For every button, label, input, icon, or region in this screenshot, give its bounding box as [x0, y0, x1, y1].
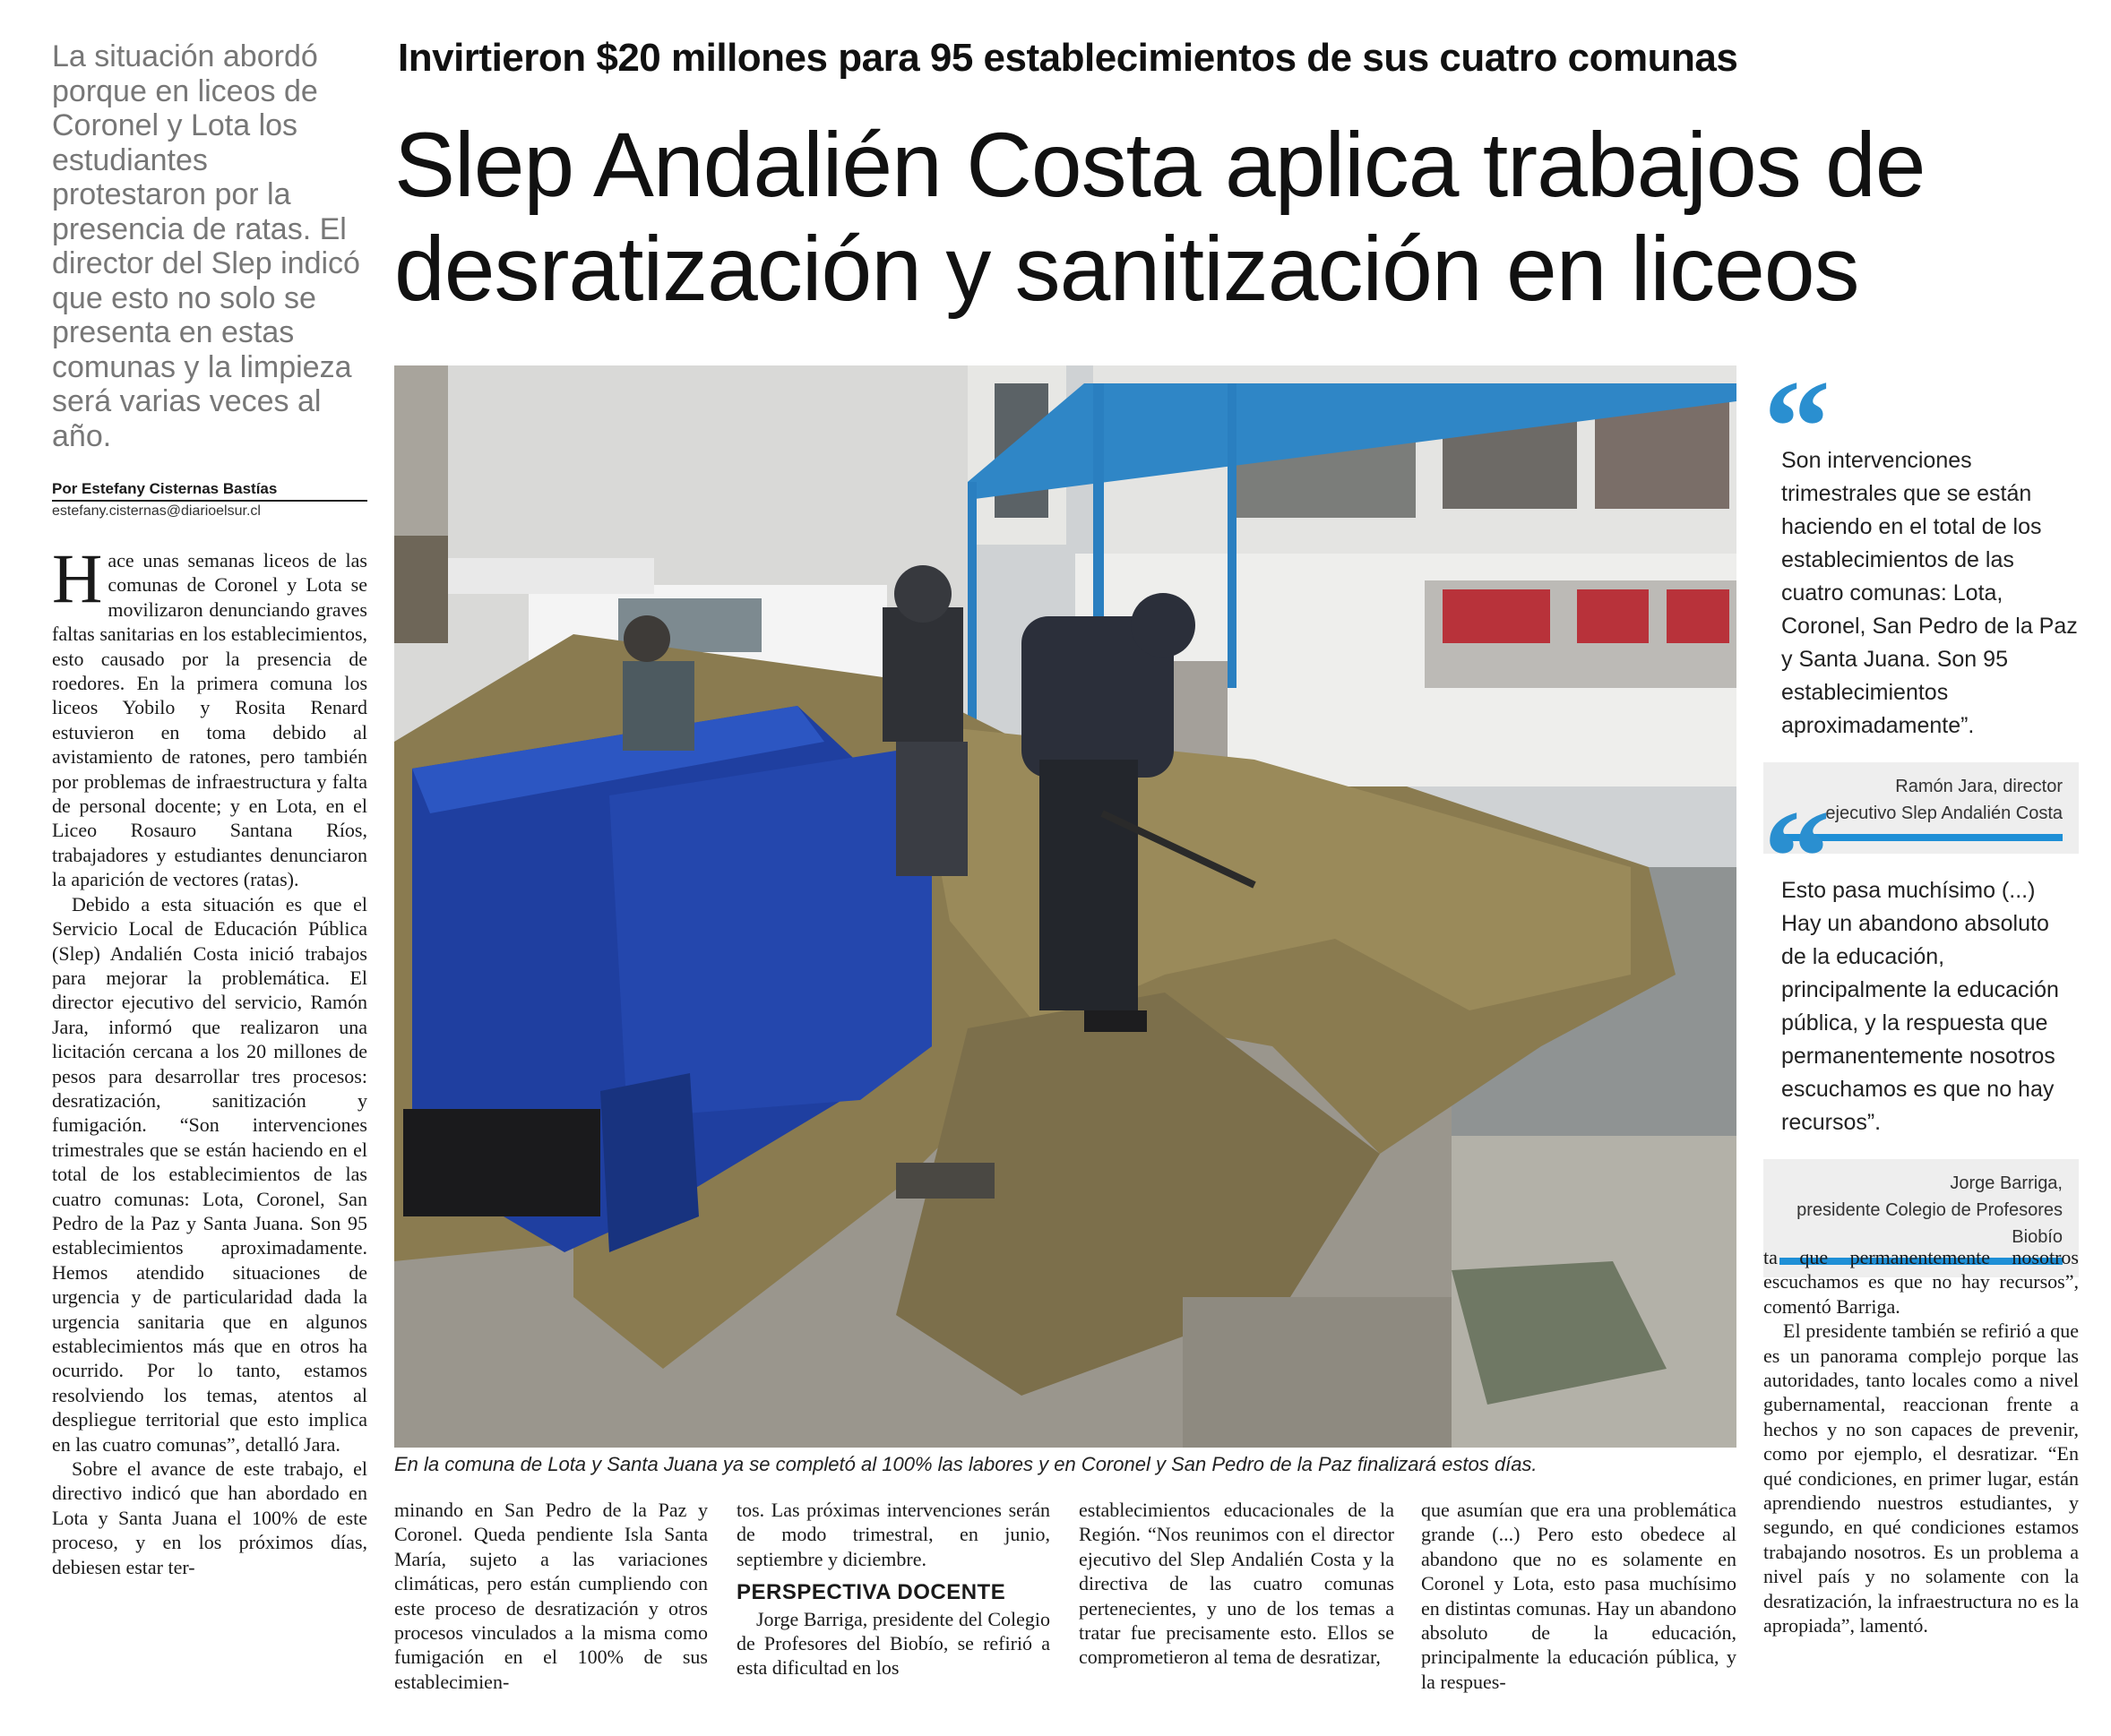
quote-mark-icon: “ [1763, 783, 1831, 932]
paragraph: Debido a esta situación es que el Servicio Local de Educación Pública (Slep) Andalién Costa inició trabajos para mejorar la problemática. El director ejecutivo del servicio, Ramón Jara, informó que realizaron una licitación cercana a los 20 millones de pesos para desarrollar tres procesos: desratización, sanitización y fumigación. “Son intervenciones trimestrales que se están haciendo en el total de los establecimientos de las cuatro comunas: Lota, Coronel, San Pedro de la Paz y Santa Juana. Son 95 establecimientos aproximadamente. Hemos atendido situaciones de urgencia y de particularidad dada la urgencia sanitaria que en algunos establecimientos más que en otros ha ocurrido. Por lo tanto, estamos resolviendo los temas, atentos al despliegue territorial que esto implica en las cuatro comunas”, detalló Jara. [52, 892, 367, 1456]
headline: Slep Andalién Costa aplica trabajos de desratización y sanitización en liceos [394, 114, 1926, 320]
paragraph: tos. Las próximas intervenciones serán de modo trimestral, en junio, septiembre y diciembre. [737, 1499, 1050, 1570]
photo-caption: En la comuna de Lota y Santa Juana ya se completó al 100% las labores y en Coronel y San Pedro de la Paz finalizará estos días. [394, 1453, 1538, 1475]
paragraph: Jorge Barriga, presidente del Colegio de Profesores del Biobío, se refirió a esta dificultad en los [737, 1607, 1050, 1680]
article-column-2 [394, 1498, 708, 1694]
byline: Por Estefany Cisternas Bastías [52, 480, 367, 502]
article-photo [394, 365, 1736, 1448]
article-column-1 [52, 539, 367, 1579]
kicker: Invirtieron $20 millones para 95 establecimientos de sus cuatro comunas [398, 36, 1738, 80]
drop-cap: H [52, 539, 103, 617]
paragraph-text: ace unas semanas liceos de las comunas de Coronel y Lota se movilizaron denunciando graves faltas sanitarias en los establecimientos, esto causado por la presencia de roedores. En la primera comuna los liceos Yobilo y Rosita Renard estuvieron en toma debido al avistamiento de ratones, pero también por problemas de infraestructura y falta de personal docente; y en Lota, en el Liceo Rosauro Santana Ríos, trabajadores y estudiantes denunciaron la aparición de vectores (ratas). [52, 549, 367, 891]
attribution-name: Ramón Jara, director [1895, 777, 2063, 796]
article-column-3 [737, 1498, 1050, 1680]
author-email[interactable]: estefany.cisternas@diarioelsur.cl [52, 503, 261, 519]
article-column-5 [1421, 1498, 1736, 1694]
paragraph: establecimientos educacionales de la Región. “Nos reunimos con el director ejecutivo del Slep Andalién Costa y la directiva de las cuatro comunas pertenecientes, y uno de los temas a tratar fue precisamente esto. Ellos se comprometieron al tema de desratizar, [1079, 1499, 1394, 1669]
photo-illustration [394, 365, 1736, 1448]
attribution-role: ejecutivo Slep Andalién Costa [1825, 804, 2063, 823]
attribution-role: presidente Colegio de Profesores Biobío [1797, 1200, 2063, 1247]
paragraph: El presidente también se refirió a que es un panorama complejo porque las autoridades, tanto locales como a nivel gubernamental, reaccionan frente a hechos y no son capaces de prevenir, como por ejemplo, el desratizar. “En qué condiciones, en primer lugar, están aprendiendo nuestros estudiantes, y segundo, en qué condiciones estamos trabajando nosotros. Es un problema a nivel país y no solamente con la desratización, la infraestructura no es la apropiada”, lamentó. [1763, 1319, 2079, 1637]
article-column-4 [1079, 1498, 1394, 1670]
quote-mark-icon: “ [1763, 353, 1831, 502]
article-column-6 [1763, 1245, 2079, 1638]
quote-text: Esto pasa muchísimo (...) Hay un abandono absoluto de la educación, principalmente la educación pública, y la respuesta que permanentemente nosotros escuchamos es que no hay recursos”. [1781, 878, 2059, 1135]
paragraph: minando en San Pedro de la Paz y Coronel. Queda pendiente Isla Santa María, sujeto a las variaciones climáticas, pero están cumpliendo con este proceso de desratización y otros procesos vinculados a la misma como fumigación en el 100% de sus establecimien- [394, 1499, 708, 1693]
paragraph: que asumían que era una problemática grande (...) Pero esto obedece al abandono que no es solamente en Coronel y Lota, esto pasa muchísimo en distintas comunas. Hay un abandono absoluto de la educación, principalmente la educación pública, y la respues- [1421, 1499, 1736, 1693]
attribution-name: Jorge Barriga, [1950, 1173, 2063, 1193]
quote-text: Son intervenciones trimestrales que se están haciendo en el total de los establecimientos de las cuatro comunas: Lota, Coronel, San Pedro de la Paz y Santa Juana. Son 95 establecimientos aproximadamente”. [1781, 448, 2078, 738]
paragraph: ta que permanentemente nosotros escuchamos es que no hay recursos”, comentó Barriga. [1763, 1246, 2079, 1318]
paragraph [52, 539, 367, 892]
paragraph: Sobre el avance de este trabajo, el directivo indicó que han abordado en Lota y Santa Juana el 100% de este proceso, y en los próximos días, debiesen estar ter- [52, 1457, 367, 1578]
section-subhead: PERSPECTIVA DOCENTE [737, 1580, 1006, 1605]
lead-summary: La situación abordó porque en liceos de Coronel y Lota los estudiantes protestaron por la presencia de ratas. El director del Slep indicó que esto no solo se presenta en estas comunas y la limpieza será varias veces al año. [52, 39, 360, 453]
